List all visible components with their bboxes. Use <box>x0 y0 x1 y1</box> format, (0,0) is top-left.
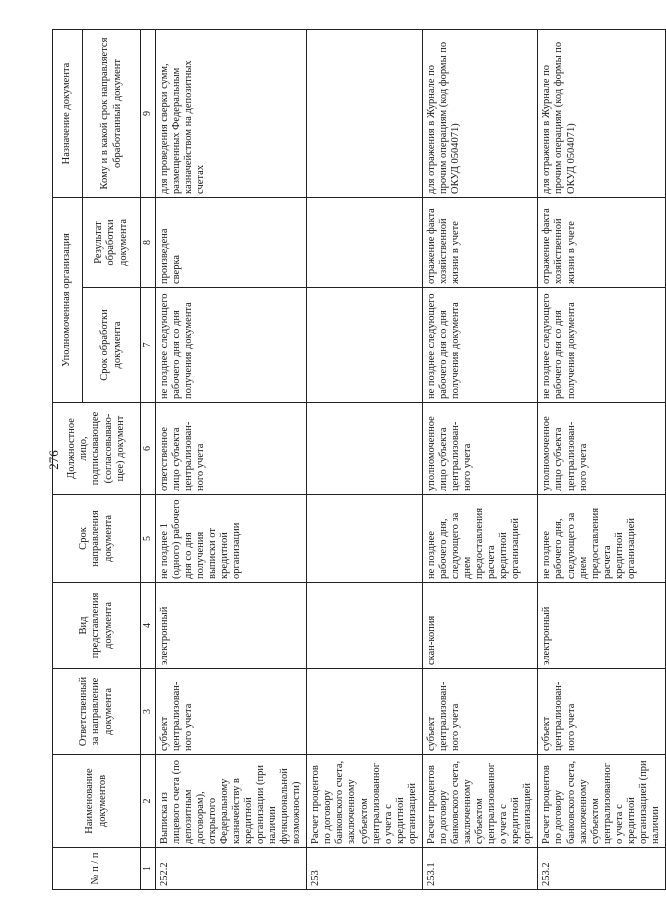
cell-responsible: субъект централизован-ного учета <box>422 669 538 755</box>
cell-type: электронный <box>538 583 666 669</box>
cell-deadline: не позднее рабочего дня, следующего за днем предоставления расчета кредитной организацией <box>538 495 666 583</box>
cell-responsible: субъект централизован-ного учета <box>538 669 666 755</box>
header-num: № п / п <box>53 848 141 890</box>
cell-official: ответственное лицо субъекта централизован-ного учета <box>155 403 307 495</box>
rotated-table-container <box>52 30 661 890</box>
header-authorized-org: Уполномоченная организация <box>53 198 83 403</box>
cell-name: Расчет процентов по договору банковского счета, заключенному субъектом централизованного учета с кредитной организацией <box>307 755 423 848</box>
cell-num: 252.2 <box>155 848 307 890</box>
column-number: 7 <box>141 288 156 403</box>
cell-num: 253.1 <box>422 848 538 890</box>
column-number: 9 <box>141 30 156 198</box>
column-number: 2 <box>141 755 156 848</box>
cell-recipient <box>307 30 423 198</box>
column-number: 1 <box>141 848 156 890</box>
header-type: Вид представления документа <box>53 583 141 669</box>
header-recipient: Кому и в какой срок направляется обработанный документ <box>83 30 141 198</box>
cell-processing-result <box>307 198 423 288</box>
header-processing-result: Результат обработки документа <box>83 198 141 288</box>
cell-num: 253 <box>307 848 423 890</box>
header-official: Должностное лицо, подписывающее (согласовываю-щее) документ <box>53 403 141 495</box>
column-number: 5 <box>141 495 156 583</box>
cell-name: Выписка из лицевого счета (по депозитным договорам), открытого Федеральному казначейству в кредитной организации (при наличии функциональной возможности) <box>155 755 307 848</box>
cell-num: 253.2 <box>538 848 666 890</box>
cell-processing-deadline: не позднее следующего рабочего дня со дня получения документа <box>422 288 538 403</box>
column-number: 4 <box>141 583 156 669</box>
cell-responsible: субъект централизован-ного учета <box>155 669 307 755</box>
table-row <box>307 30 423 890</box>
header-name: Наименование документов <box>53 755 141 848</box>
cell-processing-result: произведена сверка <box>155 198 307 288</box>
page-number: 276 <box>45 450 61 470</box>
cell-deadline: не позднее 1 (одного) рабочего дня со дня получения выписки от кредитной организации <box>155 495 307 583</box>
table-row <box>538 30 666 890</box>
cell-official: уполномоченное лицо субъекта централизован-ного учета <box>422 403 538 495</box>
table-row <box>155 30 307 890</box>
header-responsible: Ответственный за направление документа <box>53 669 141 755</box>
cell-recipient: для отражения в Журнале по прочим операциям (код формы по ОКУД 0504071) <box>538 30 666 198</box>
cell-recipient: для проведения сверки сумм, размещенных Федеральным казначейством на депозитных счетах <box>155 30 307 198</box>
table-row <box>422 30 538 890</box>
cell-recipient: для отражения в Журнале по прочим операциям (код формы по ОКУД 0504071) <box>422 30 538 198</box>
header-processing-deadline: Срок обработки документа <box>83 288 141 403</box>
column-number: 3 <box>141 669 156 755</box>
column-number: 6 <box>141 403 156 495</box>
cell-official <box>307 403 423 495</box>
cell-name: Расчет процентов по договору банковского счета, заключенному субъектом централизованного учета с кредитной организацией (при наличии <box>538 755 666 848</box>
cell-processing-deadline: не позднее следующего рабочего дня со дня получения документа <box>155 288 307 403</box>
cell-processing-deadline <box>307 288 423 403</box>
cell-type <box>307 583 423 669</box>
header-purpose: Назначение документа <box>53 30 83 198</box>
cell-processing-deadline: не позднее следующего рабочего дня со дня получения документа <box>538 288 666 403</box>
cell-type: электронный <box>155 583 307 669</box>
cell-official: уполномоченное лицо субъекта централизован-ного учета <box>538 403 666 495</box>
cell-name: Расчет процентов по договору банковского счета, заключенному субъектом централизованного учета с кредитной организацией <box>422 755 538 848</box>
cell-processing-result: отражение факта хозяйственной жизни в учете <box>422 198 538 288</box>
cell-responsible <box>307 669 423 755</box>
header-deadline: Срок направления документа <box>53 495 141 583</box>
documents-table <box>52 29 666 890</box>
column-number: 8 <box>141 198 156 288</box>
cell-type: скан-копия <box>422 583 538 669</box>
cell-deadline <box>307 495 423 583</box>
cell-processing-result: отражение факта хозяйственной жизни в учете <box>538 198 666 288</box>
cell-deadline: не позднее рабочего дня, следующего за днем предоставления расчета кредитной организацией <box>422 495 538 583</box>
